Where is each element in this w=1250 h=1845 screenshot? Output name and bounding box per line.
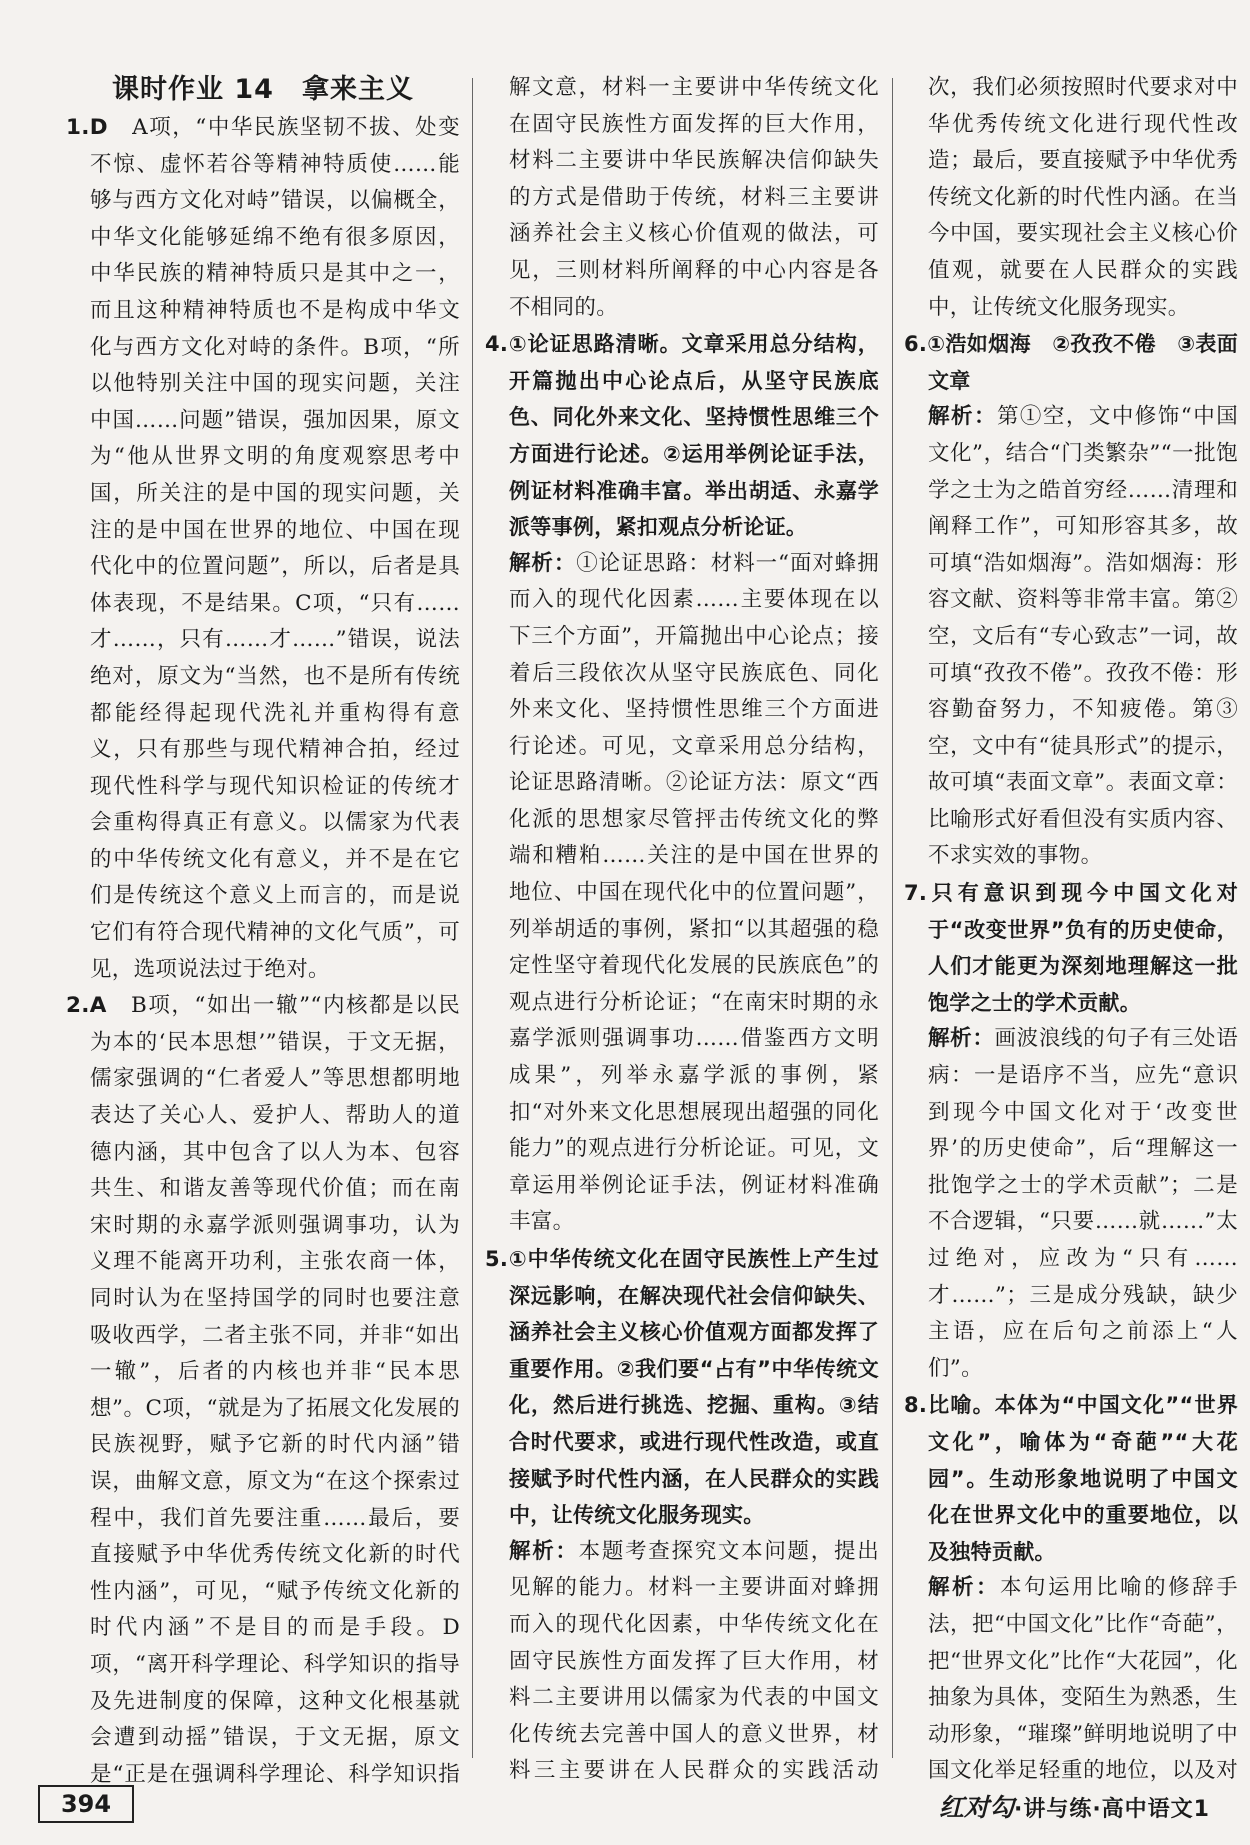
brand-logo: 红对勾: [938, 1793, 1014, 1822]
answer-item: 5.①中华传统文化在固守民族性上产生过深远影响，在解决现代社会信仰缺失、涵养社会主义核心价值观方面都发挥了重要作用。②我们要“占有”中华传统文化，然后进行挑选、挖掘、重构。③结合时代要求，或进行现代性改造，或直接赋予时代性内涵，在人民群众的实践中，让传统文化服务现实。: [485, 1247, 879, 1528]
answer-item: 4.①论证思路清晰。文章采用总分结构，开篇抛出中心论点后，从坚守民族底色、同化外来文化、坚持惯性思维三个方面进行论述。②运用举例论证手法，例证材料准确丰富。举出胡适、永嘉学派等事例，紧扣观点分析论证。: [485, 332, 879, 540]
answer-item: 6.①浩如烟海 ②孜孜不倦 ③表面文章: [904, 332, 1238, 393]
column-divider: [892, 78, 893, 1758]
answer-continuation: 解文意，材料一主要讲中华传统文化在固守民族性方面发挥的巨大作用，材料二主要讲中华民族解决信仰缺失的方式是借助于传统，材料三主要讲涵养社会主义核心价值观的做法，可见，三则材料所阐释的中心内容是各不相同的。: [509, 75, 879, 320]
column-left: [66, 70, 460, 1790]
analysis: 解析：第①空，文中修饰“中国文化”，结合“门类繁杂”“一批饱学之士为之皓首穷经……清理和阐释工作”，可知形容其多，故可填“浩如烟海”。浩如烟海：形容文献、资料等非常丰富。第②空，文后有“专心致志”一词，故可填“孜孜不倦”。孜孜不倦：形容勤奋努力，不知疲倦。第③空，文中有“徒具形式”的提示，故可填“表面文章”。表面文章：比喻形式好看但没有实质内容、不求实效的事物。: [928, 404, 1238, 869]
answer-item: 2.A B项，“如出一辙”“内核都是以民为本的‘民本思想’”错误，于文无据，儒家强调的“仁者爱人”等思想都明地表达了关心人、爱护人、帮助人的道德内涵，其中包含了以人为本、包容共生、和谐友善等现代价值；而在南宋时期的永嘉学派则强调事功，认为义理不能离开功利，主张农商一体，同时认为在坚持国学的同时也要注意吸收西学，二者主张不同，并非“如出一辙”，后者的内核也并非“民本思想”。C项，“就是为了拓展文化发展的民族视野，赋予它新的时代内涵”错误，曲解文意，原文为“在这个探索过程中，我们首先要注重……最后，要直接赋予中华优秀传统文化新的时代性内涵”，可见，“赋予传统文化新的时代内涵”不是目的而是手段。D项，“离开科学理论、科学知识的指导及先进制度的保障，这种文化根基就会遭到动摇”错误，于文无据，原文是“正是在强调科学理论、科学知识指: [66, 993, 460, 1787]
answer-continuation: 次，我们必须按照时代要求对中华优秀传统文化进行现代性改造；最后，要直接赋予中华优秀传统文化新的时代性内涵。在当今中国，要实现社会主义核心价值观，就要在人民群众的实践中，让传统文化服务现实。: [928, 75, 1238, 320]
column-right: [904, 70, 1238, 1790]
answer-item: 7.只有意识到现今中国文化对于“改变世界”负有的历史使命，人们才能更为深刻地理解这一批饱学之士的学术贡献。: [904, 881, 1238, 1015]
book-title: ·讲与练·高中语文1: [1013, 1797, 1210, 1822]
column-divider: [472, 78, 473, 1758]
analysis: 解析：画波浪线的句子有三处语病：一是语序不当，应先“意识到现今中国文化对于‘改变世界’的历史使命”，后“理解这一批饱学之士的学术贡献”；二是不合逻辑，“只要……就……”太过绝对，应改为“只有……才……”；三是成分残缺，缺少主语，应在后句之前添上“人们”。: [928, 1026, 1238, 1381]
answer-item: 8.比喻。本体为“中国文化”“世界文化”，喻体为“奇葩”“大花园”。生动形象地说明了中国文化在世界文化中的重要地位，以及独特贡献。: [904, 1393, 1238, 1564]
answer-page: [66, 70, 1246, 1790]
column-middle: [485, 70, 879, 1790]
answer-item: 1.D A项，“中华民族坚韧不拔、处变不惊、虚怀若谷等精神特质使……能够与西方文化对峙”错误，以偏概全，中华文化能够延绵不绝有很多原因，中华民族的精神特质只是其中之一，而且这种精神特质也不是构成中华文化与西方文化对峙的条件。B项，“所以他特别关注中国的现实问题，关注中国……问题”错误，强加因果，原文为“他从世界文明的角度观察思考中国，所关注的是中国的现实问题，关注的是中国在世界的地位、中国在现代化中的位置问题”，所以，后者是具体表现，不是结果。C项，“只有……才……，只有……才……”错误，说法绝对，原文为“当然，也不是所有传统都能经得起现代洗礼并重构得有意义，只有那些与现代精神合拍，经过现代性科学与现代知识检证的传统才会重构得真正有意义。以儒家为代表的中华传统文化有意义，并不是在它们是传统这个意义上而言的，而是说它们有符合现代精神的文化气质”，可见，选项说法过于绝对。: [66, 115, 460, 982]
section-title: 课时作业 14 拿来主义: [112, 74, 414, 105]
analysis: 解析：①论证思路：材料一“面对蜂拥而入的现代化因素……主要体现在以下三个方面”，开篇抛出中心论点；接着后三段依次从坚守民族底色、同化外来文化、坚持惯性思维三个方面进行论述。可见，文章采用总分结构，论证思路清晰。②论证方法：原文“西化派的思想家尽管抨击传统文化的弊端和糟粕……关注的是中国在世界的地位、中国在现代化中的位置问题”，列举胡适的事例，紧扣“以其超强的稳定性坚守着现代化发展的民族底色”的观点进行分析论证；“在南宋时期的永嘉学派则强调事功……借鉴西方文明成果”，列举永嘉学派的事例，紧扣“对外来文化思想展现出超强的同化能力”的观点进行分析论证。可见，文章运用举例论证手法，例证材料准确丰富。: [509, 550, 879, 1235]
analysis: 解析：本句运用比喻的修辞手法，把“中国文化”比作“奇葩”，把“世界文化”比作“大花园”，化抽象为具体，变陌生为熟悉，生动形象，“璀璨”鲜明地说明了中国文化举足轻重的地位，以及对: [928, 1575, 1238, 1784]
brand-footer: [939, 1788, 1210, 1824]
page-number: 394: [38, 1785, 134, 1823]
analysis: 解析：本题考查探究文本问题，提出见解的能力。材料一主要讲面对蜂拥而入的现代化因素，中华传统文化在固守民族性方面发挥了巨大作用，材料二主要讲用以儒家为代表的中国文化传统去完善中国人的意义世界，材料三主要讲在人民群众的实践活动: [509, 1538, 879, 1784]
